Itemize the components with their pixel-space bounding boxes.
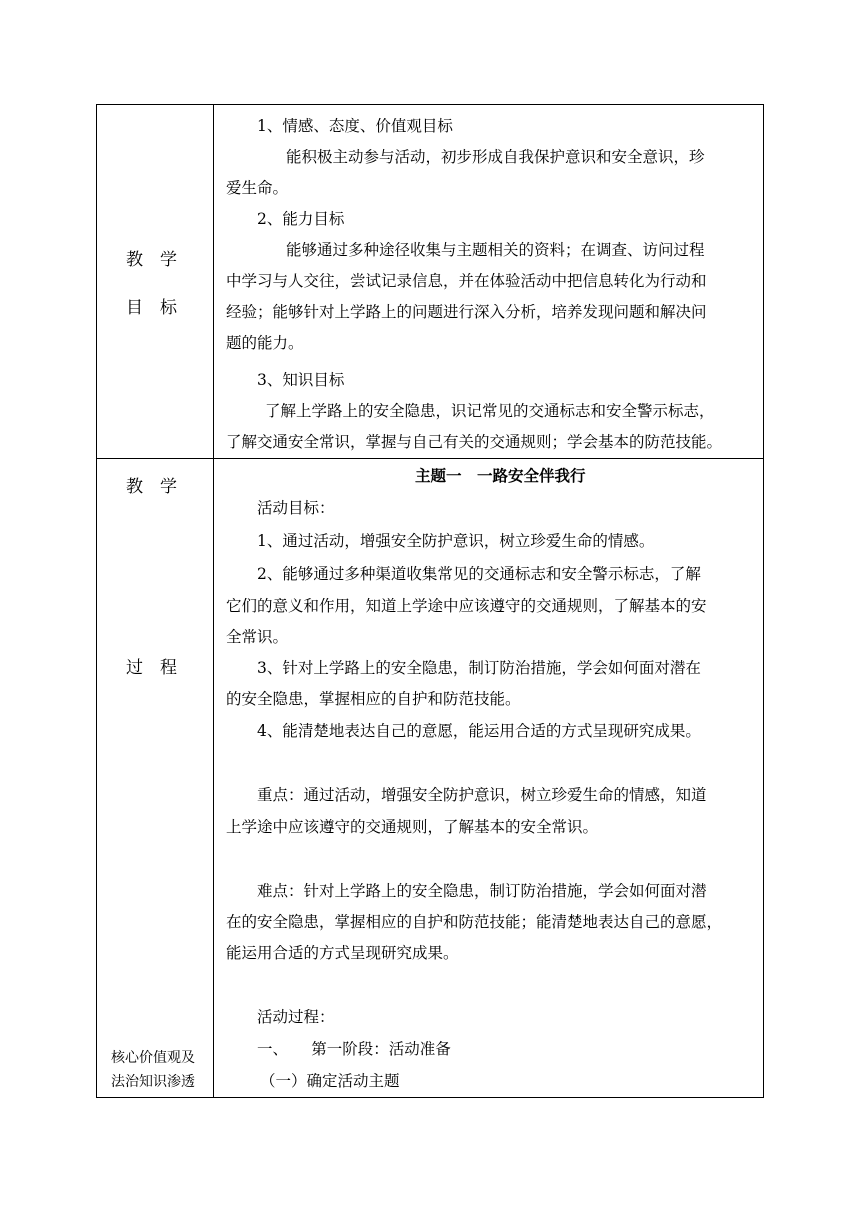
process-label-line2: 过 程 xyxy=(126,658,177,678)
core-values-label-line1: 核心价值观及 xyxy=(111,1050,195,1066)
column-divider xyxy=(213,105,214,1097)
activity-goal-item: 全常识。 xyxy=(226,628,289,646)
activity-process-label: 活动过程： xyxy=(257,1008,335,1026)
row-divider xyxy=(97,458,763,459)
ability-goal-text: 经验；能够针对上学路上的问题进行深入分析，培养发现问题和解决问 xyxy=(226,303,707,321)
difficulty-text: 在的安全隐患，掌握相应的自护和防范技能；能清楚地表达自己的意愿， xyxy=(226,913,723,931)
emotion-goal-text: 能积极主动参与活动，初步形成自我保护意识和安全意识，珍 xyxy=(286,148,705,166)
knowledge-goal-text: 了解上学路上的安全隐患，识记常见的交通标志和安全警示标志， xyxy=(265,402,715,420)
goals-label-line2: 目 标 xyxy=(126,298,177,318)
stage-heading: 一、 第一阶段：活动准备 xyxy=(257,1040,451,1058)
key-point-text: 重点：通过活动，增强安全防护意识，树立珍爱生命的情感，知道 xyxy=(257,786,707,804)
activity-goal-item: 的安全隐患，掌握相应的自护和防范技能。 xyxy=(226,690,521,708)
key-point-text: 上学途中应该遵守的交通规则，了解基本的安全常识。 xyxy=(226,818,599,836)
activity-goal-item: 1、通过活动，增强安全防护意识，树立珍爱生命的情感。 xyxy=(257,532,655,550)
knowledge-goal-heading: 3、知识目标 xyxy=(257,371,345,389)
step-heading: （一）确定活动主题 xyxy=(260,1072,400,1090)
activity-goal-item: 2、能够通过多种渠道收集常见的交通标志和安全警示标志，了解 xyxy=(257,565,701,583)
ability-goal-heading: 2、能力目标 xyxy=(257,210,345,228)
ability-goal-text: 题的能力。 xyxy=(226,334,304,352)
goals-label-line1: 教 学 xyxy=(126,250,177,270)
core-values-label-line2: 法治知识渗透 xyxy=(111,1074,195,1090)
activity-goal-item: 4、能清楚地表达自己的意愿，能运用合适的方式呈现研究成果。 xyxy=(257,722,701,740)
ability-goal-text: 能够通过多种途径收集与主题相关的资料；在调查、访问过程 xyxy=(286,241,705,259)
activity-goal-item: 3、针对上学路上的安全隐患，制订防治措施，学会如何面对潜在 xyxy=(257,659,701,677)
process-label-line1: 教 学 xyxy=(126,477,177,497)
difficulty-text: 难点：针对上学路上的安全隐患，制订防治措施，学会如何面对潜 xyxy=(257,882,707,900)
emotion-goal-text: 爱生命。 xyxy=(226,179,289,197)
knowledge-goal-text: 了解交通安全常识，掌握与自己有关的交通规则；学会基本的防范技能。 xyxy=(226,433,723,451)
activity-goal-item: 它们的意义和作用，知道上学途中应该遵守的交通规则，了解基本的安 xyxy=(226,597,707,615)
ability-goal-text: 中学习与人交往，尝试记录信息，并在体验活动中把信息转化为行动和 xyxy=(226,272,707,290)
difficulty-text: 能运用合适的方式呈现研究成果。 xyxy=(226,944,459,962)
theme-title: 主题一 一路安全伴我行 xyxy=(415,466,586,485)
activity-goals-label: 活动目标： xyxy=(257,499,335,517)
emotion-goal-heading: 1、情感、态度、价值观目标 xyxy=(257,117,453,135)
